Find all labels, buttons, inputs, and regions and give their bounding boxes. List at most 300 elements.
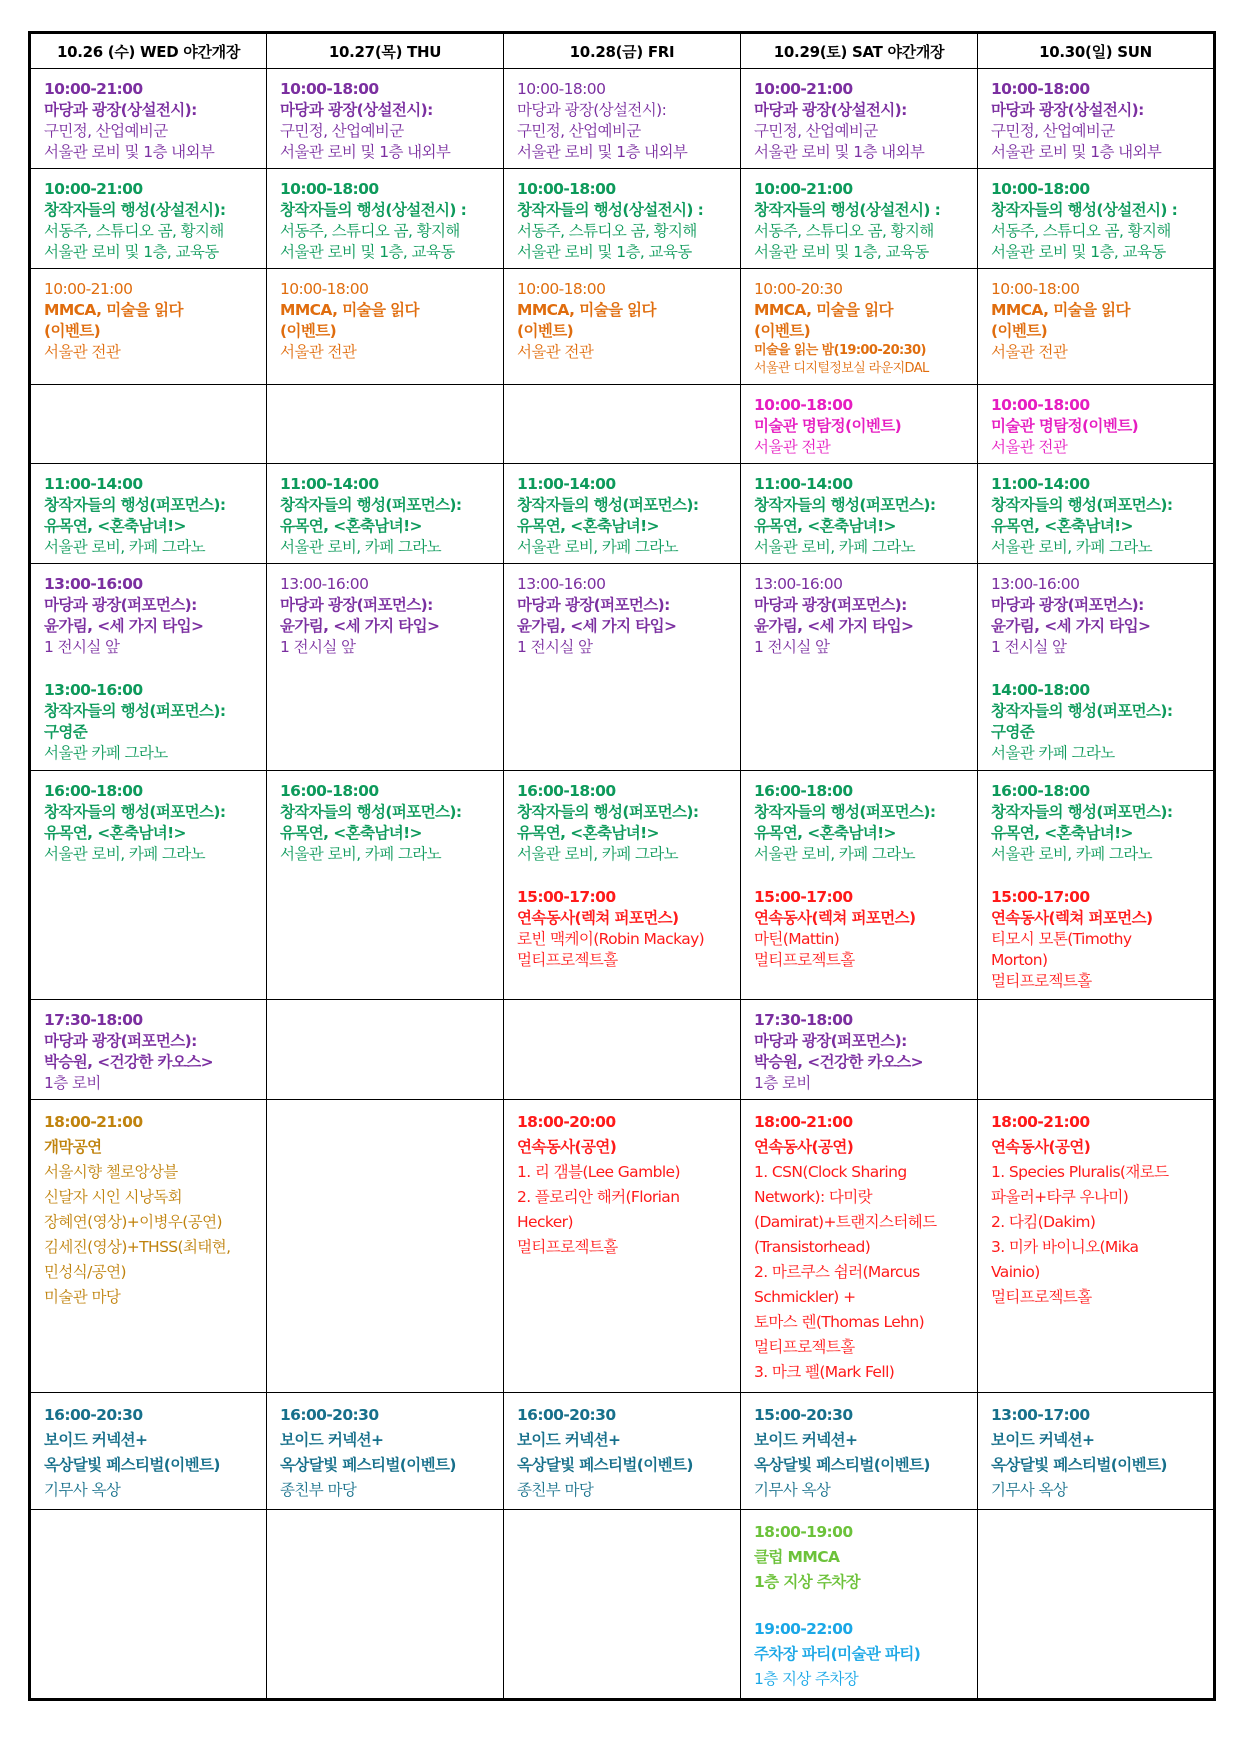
event-block	[517, 781, 732, 865]
schedule-cell-fri	[504, 463, 741, 563]
event-detail: 멀티프로젝트홀	[754, 1337, 855, 1356]
event-time: 10:00-21:00	[44, 280, 133, 299]
event-title: 창작자들의 행성(퍼포먼스):	[280, 495, 462, 514]
schedule-cell-wed	[30, 1393, 267, 1509]
event-detail: 박승원, <건강한 카오스>	[754, 1052, 924, 1071]
event-detail: 미술을 읽는 밤(19:00-20:30)	[754, 343, 926, 359]
cell-content	[741, 169, 977, 267]
event-detail: 유목연, <혼축남녀!>	[280, 824, 422, 843]
event-detail: 1층 지상 주차장	[754, 1669, 859, 1688]
schedule-cell-sat	[741, 269, 978, 384]
event-detail: 서울관 로비, 카페 그라노	[517, 845, 679, 864]
event-block	[280, 279, 495, 363]
event-block	[754, 781, 969, 865]
event-title: MMCA, 미술을 읽다	[991, 301, 1130, 320]
event-block	[44, 574, 258, 658]
event-title: 보이드 커넥션+	[280, 1431, 384, 1450]
event-detail: 서울관 로비 및 1층 내외부	[991, 143, 1162, 161]
schedule-cell-sun	[978, 771, 1215, 1000]
event-block	[754, 279, 969, 378]
schedule-cell-sat	[741, 1509, 978, 1699]
cell-content	[31, 464, 266, 562]
event-detail: 1 전시실 앞	[991, 637, 1067, 656]
event-detail: 기무사 옥상	[44, 1481, 121, 1500]
cell-content	[978, 564, 1213, 768]
cell-content	[741, 771, 977, 975]
event-title: 보이드 커넥션+	[991, 1431, 1095, 1450]
event-detail: 윤가림, <세 가지 타입>	[517, 616, 677, 635]
cell-content	[504, 564, 740, 662]
cell-content	[504, 385, 740, 399]
event-time: 10:00-21:00	[754, 180, 853, 199]
schedule-cell-sun	[978, 269, 1215, 384]
event-detail: Vainio)	[991, 1262, 1040, 1281]
schedule-cell-sat	[741, 999, 978, 1099]
schedule-cell-sat	[741, 463, 978, 563]
event-time: 13:00-16:00	[44, 680, 143, 699]
schedule-cell-sun	[978, 1099, 1215, 1392]
event-block	[991, 79, 1205, 163]
event-title: 마당과 광장(상설전시):	[44, 101, 197, 119]
schedule-cell-fri	[504, 1393, 741, 1509]
schedule-cell-sun	[978, 1509, 1215, 1699]
schedule-cell-wed	[30, 169, 267, 269]
event-detail: 1층 지상 주차장	[754, 1572, 861, 1591]
schedule-cell-fri	[504, 1099, 741, 1392]
event-detail: (이벤트)	[754, 322, 811, 341]
event-detail: 멀티프로젝트홀	[517, 951, 618, 970]
creators-performance-morning-row	[30, 463, 1215, 563]
event-block	[991, 781, 1205, 865]
cell-content	[267, 1393, 503, 1507]
event-title: 마당과 광장(상설전시):	[991, 101, 1144, 119]
event-time: 15:00-20:30	[754, 1406, 853, 1425]
event-detail: 유목연, <혼축남녀!>	[754, 824, 896, 843]
event-time: 18:00-21:00	[44, 1112, 143, 1131]
cell-content	[978, 464, 1213, 562]
event-block	[991, 474, 1205, 558]
cell-content	[267, 1100, 503, 1114]
schedule-cell-sat	[741, 771, 978, 1000]
event-detail: 1. CSN(Clock Sharing	[754, 1162, 907, 1181]
event-detail: 구영준	[44, 722, 88, 741]
event-detail: 1층 로비	[44, 1073, 101, 1092]
schedule-body	[30, 69, 1215, 1700]
event-block	[44, 680, 258, 764]
event-detail: 구민정, 산업예비군	[517, 122, 641, 140]
cell-content	[267, 269, 503, 367]
event-detail: 1 전시실 앞	[517, 637, 593, 656]
event-detail: 서울관 로비, 카페 그라노	[44, 537, 206, 556]
event-time: 10:00-18:00	[517, 180, 616, 199]
event-detail: 윤가림, <세 가지 타입>	[991, 616, 1151, 635]
cell-content	[741, 1510, 977, 1696]
event-detail: 멀티프로젝트홀	[991, 972, 1092, 991]
schedule-cell-wed	[30, 1099, 267, 1392]
cell-content	[741, 385, 977, 462]
event-detail: 유목연, <혼축남녀!>	[44, 824, 186, 843]
event-detail: 서울관 로비, 카페 그라노	[44, 845, 206, 864]
schedule-cell-fri	[504, 999, 741, 1099]
cell-content	[504, 771, 740, 975]
cell-content	[978, 771, 1213, 996]
event-detail: 서울관 카페 그라노	[44, 743, 168, 762]
event-time: 13:00-16:00	[991, 574, 1080, 593]
event-block	[517, 179, 732, 263]
event-block	[44, 474, 258, 558]
event-time: 16:00-18:00	[280, 782, 379, 801]
event-title: 마당과 광장(퍼포먼스):	[44, 1031, 197, 1050]
schedule-cell-fri	[504, 69, 741, 169]
event-title: 마당과 광장(퍼포먼스):	[991, 595, 1144, 614]
event-detail: 서울관 로비 및 1층, 교육동	[280, 243, 455, 262]
event-title: 창작자들의 행성(퍼포먼스):	[991, 701, 1173, 720]
cell-content	[31, 1510, 266, 1524]
event-title: 창작자들의 행성(상설전시):	[44, 201, 226, 220]
cell-content	[978, 69, 1213, 167]
event-block	[517, 79, 732, 163]
schedule-cell-wed	[30, 384, 267, 463]
event-detail: 토마스 렌(Thomas Lehn)	[754, 1312, 925, 1331]
event-block	[517, 887, 732, 971]
schedule-cell-thu	[267, 269, 504, 384]
event-block	[754, 574, 969, 658]
event-title: 연속동사(렉쳐 퍼포먼스)	[991, 909, 1153, 928]
cell-content	[267, 385, 503, 399]
event-detail: 서동주, 스튜디오 곰, 황지해	[754, 222, 934, 241]
event-time: 18:00-21:00	[991, 1112, 1090, 1131]
cell-content	[267, 564, 503, 662]
event-time: 17:30-18:00	[754, 1010, 853, 1029]
event-block	[754, 1403, 969, 1503]
event-time: 15:00-17:00	[754, 888, 853, 907]
schedule-cell-sun	[978, 169, 1215, 269]
event-detail: 구민정, 산업예비군	[44, 122, 168, 140]
event-time: 16:00-18:00	[754, 782, 853, 801]
event-block	[991, 574, 1205, 658]
event-block	[44, 781, 258, 865]
detective-row	[30, 384, 1215, 463]
event-detail: 서울관 로비, 카페 그라노	[754, 845, 916, 864]
event-time: 16:00-20:30	[517, 1406, 616, 1425]
event-detail: (이벤트)	[991, 322, 1048, 341]
event-title: 창작자들의 행성(퍼포먼스):	[44, 495, 226, 514]
event-detail: 티모시 모톤(Timothy	[991, 930, 1132, 949]
schedule-cell-sun	[978, 1393, 1215, 1509]
cell-content	[267, 1000, 503, 1014]
event-time: 10:00-18:00	[991, 395, 1090, 414]
event-block	[44, 1403, 258, 1503]
event-title: 마당과 광장(퍼포먼스):	[517, 595, 670, 614]
event-detail: 서울관 전관	[44, 343, 121, 362]
cell-content	[741, 1100, 977, 1389]
event-block	[991, 1403, 1205, 1503]
event-detail: (Damirat)+트랜지스터헤드	[754, 1212, 937, 1231]
event-title: 마당과 광장(상설전시):	[754, 101, 907, 119]
event-detail: 기무사 옥상	[754, 1481, 831, 1500]
event-time: 19:00-22:00	[754, 1619, 853, 1638]
event-detail: 서동주, 스튜디오 곰, 황지해	[517, 222, 697, 241]
event-detail: 옥상달빛 페스티벌(이벤트)	[280, 1456, 456, 1475]
event-title: 개막공연	[44, 1137, 102, 1156]
cell-content	[31, 771, 266, 869]
cell-content	[267, 771, 503, 869]
cell-content	[31, 1100, 266, 1314]
event-block	[991, 1110, 1205, 1310]
cell-content	[504, 69, 740, 167]
cell-content	[504, 169, 740, 267]
event-detail: 서울관 로비 및 1층, 교육동	[754, 243, 929, 262]
event-detail: Schmickler) +	[754, 1287, 856, 1306]
event-title: 창작자들의 행성(상설전시) :	[517, 201, 704, 220]
event-block	[754, 1520, 969, 1595]
day-header-sun: 10.30(일) SUN	[978, 33, 1215, 69]
cell-content	[267, 69, 503, 167]
event-time: 10:00-21:00	[754, 80, 853, 98]
event-time: 13:00-16:00	[44, 574, 143, 593]
event-detail: 윤가림, <세 가지 타입>	[754, 616, 914, 635]
event-title: 창작자들의 행성(퍼포먼스):	[991, 803, 1173, 822]
event-time: 11:00-14:00	[754, 474, 853, 493]
event-time: 16:00-20:30	[280, 1406, 379, 1425]
schedule-cell-thu	[267, 69, 504, 169]
event-detail: 1. 리 갬블(Lee Gamble)	[517, 1162, 680, 1181]
event-time: 10:00-18:00	[754, 395, 853, 414]
event-detail: 서울관 로비, 카페 그라노	[280, 845, 442, 864]
event-block	[754, 395, 969, 458]
schedule-cell-wed	[30, 69, 267, 169]
festival-schedule-table	[28, 31, 1216, 1701]
event-detail: 구민정, 산업예비군	[280, 122, 404, 140]
event-detail: (이벤트)	[44, 322, 101, 341]
event-detail: 유목연, <혼축남녀!>	[280, 516, 422, 535]
event-block	[517, 1403, 732, 1503]
event-detail: 1 전시실 앞	[280, 637, 356, 656]
cell-content	[978, 1000, 1213, 1014]
event-title: 마당과 광장(퍼포먼스):	[280, 595, 433, 614]
creators-exhibition-row	[30, 169, 1215, 269]
schedule-cell-sat	[741, 384, 978, 463]
event-detail: 종친부 마당	[280, 1481, 357, 1500]
event-detail: 1 전시실 앞	[754, 637, 830, 656]
event-detail: 3. 마크 펠(Mark Fell)	[754, 1362, 895, 1381]
event-time: 10:00-18:00	[517, 280, 606, 299]
event-time: 10:00-18:00	[991, 80, 1090, 98]
schedule-cell-thu	[267, 563, 504, 770]
event-detail: 김세진(영상)+THSS(최태현,	[44, 1237, 231, 1256]
schedule-cell-sat	[741, 1393, 978, 1509]
event-title: 연속동사(렉쳐 퍼포먼스)	[517, 909, 679, 928]
event-detail: 2. 마르쿠스 쉼러(Marcus	[754, 1262, 920, 1281]
event-block	[754, 1010, 969, 1094]
event-time: 16:00-20:30	[44, 1406, 143, 1425]
event-time: 16:00-18:00	[44, 782, 143, 801]
event-title: MMCA, 미술을 읽다	[517, 301, 656, 320]
event-block	[754, 179, 969, 263]
cell-content	[267, 464, 503, 562]
event-title: MMCA, 미술을 읽다	[280, 301, 419, 320]
event-block	[754, 1617, 969, 1692]
event-detail: 서울관 로비 및 1층 내외부	[44, 143, 215, 161]
event-detail: 서울관 로비 및 1층, 교육동	[44, 243, 219, 262]
event-title: 마당과 광장(퍼포먼스):	[754, 1031, 907, 1050]
event-detail: 옥상달빛 페스티벌(이벤트)	[517, 1456, 693, 1475]
event-block	[280, 781, 495, 865]
event-block	[517, 574, 732, 658]
event-time: 15:00-17:00	[517, 888, 616, 907]
cell-content	[978, 1100, 1213, 1314]
event-detail: Hecker)	[517, 1212, 573, 1231]
event-title: 창작자들의 행성(퍼포먼스):	[754, 803, 936, 822]
event-time: 18:00-21:00	[754, 1112, 853, 1131]
event-detail: 서울관 로비 및 1층 내외부	[517, 143, 688, 161]
schedule-cell-fri	[504, 563, 741, 770]
event-detail: 서울관 전관	[991, 437, 1068, 456]
event-detail: 윤가림, <세 가지 타입>	[44, 616, 204, 635]
event-time: 13:00-16:00	[517, 574, 606, 593]
event-time: 18:00-20:00	[517, 1112, 616, 1131]
schedule-cell-sat	[741, 1099, 978, 1392]
schedule-cell-sun	[978, 69, 1215, 169]
cell-content	[31, 564, 266, 768]
schedule-cell-sun	[978, 463, 1215, 563]
event-time: 10:00-21:00	[44, 180, 143, 199]
event-block	[517, 279, 732, 363]
schedule-cell-sun	[978, 999, 1215, 1099]
day-header-wed: 10.26 (수) WED 야간개장	[30, 33, 267, 69]
event-detail: 서울관 로비, 카페 그라노	[280, 537, 442, 556]
event-detail: 서울관 로비, 카페 그라노	[517, 537, 679, 556]
event-title: 창작자들의 행성(상설전시) :	[991, 201, 1178, 220]
event-time: 10:00-18:00	[991, 180, 1090, 199]
event-title: 보이드 커넥션+	[44, 1431, 148, 1450]
event-detail: 2. 다킴(Dakim)	[991, 1212, 1096, 1231]
event-detail: 옥상달빛 페스티벌(이벤트)	[44, 1456, 220, 1475]
cell-content	[978, 1393, 1213, 1507]
event-detail: 서동주, 스튜디오 곰, 황지해	[991, 222, 1171, 241]
event-time: 13:00-16:00	[754, 574, 843, 593]
event-block	[44, 179, 258, 263]
cell-content	[504, 269, 740, 367]
cell-content	[31, 169, 266, 267]
schedule-cell-sat	[741, 563, 978, 770]
event-title: 미술관 명탐정(이벤트)	[754, 416, 902, 435]
event-title: 연속동사(공연)	[754, 1137, 854, 1156]
event-block	[44, 279, 258, 363]
event-detail: 서울관 카페 그라노	[991, 743, 1115, 762]
cell-content	[978, 385, 1213, 462]
event-detail: 유목연, <혼축남녀!>	[44, 516, 186, 535]
event-time: 10:00-21:00	[44, 80, 143, 98]
event-detail: 서동주, 스튜디오 곰, 황지해	[44, 222, 224, 241]
event-detail: 유목연, <혼축남녀!>	[517, 516, 659, 535]
event-detail: 서울관 로비 및 1층 내외부	[280, 143, 451, 161]
event-title: 창작자들의 행성(퍼포먼스):	[754, 495, 936, 514]
event-time: 11:00-14:00	[517, 474, 616, 493]
cell-content	[31, 1393, 266, 1507]
event-title: MMCA, 미술을 읽다	[754, 301, 893, 320]
event-title: 창작자들의 행성(퍼포먼스):	[517, 495, 699, 514]
cell-content	[267, 1510, 503, 1524]
event-detail: (이벤트)	[517, 322, 574, 341]
event-detail: 멀티프로젝트홀	[517, 1237, 618, 1256]
event-detail: 유목연, <혼축남녀!>	[991, 516, 1133, 535]
event-block	[754, 1110, 969, 1385]
event-time: 14:00-18:00	[991, 680, 1090, 699]
schedule-cell-wed	[30, 771, 267, 1000]
event-detail: 서울시향 첼로앙상블	[44, 1162, 178, 1181]
event-detail: 서울관 로비, 카페 그라노	[754, 537, 916, 556]
schedule-cell-fri	[504, 269, 741, 384]
event-block	[44, 1010, 258, 1094]
event-detail: 박승원, <건강한 카오스>	[44, 1052, 214, 1071]
schedule-cell-sun	[978, 384, 1215, 463]
event-time: 11:00-14:00	[991, 474, 1090, 493]
event-time: 18:00-19:00	[754, 1522, 853, 1541]
event-detail: 1. Species Pluralis(재로드	[991, 1162, 1169, 1181]
cell-content	[741, 564, 977, 662]
schedule-cell-fri	[504, 771, 741, 1000]
void-connection-row	[30, 1393, 1215, 1509]
event-title: 창작자들의 행성(퍼포먼스):	[517, 803, 699, 822]
event-detail: 서울관 전관	[280, 343, 357, 362]
event-block	[754, 474, 969, 558]
schedule-cell-wed	[30, 999, 267, 1099]
event-title: 연속동사(렉쳐 퍼포먼스)	[754, 909, 916, 928]
cell-content	[504, 1510, 740, 1524]
event-detail: 장혜연(영상)+이병우(공연)	[44, 1212, 222, 1231]
schedule-cell-sat	[741, 169, 978, 269]
event-detail: 구영준	[991, 722, 1035, 741]
event-title: 주차장 파티(미술관 파티)	[754, 1644, 921, 1663]
event-time: 10:00-18:00	[517, 80, 606, 98]
event-time: 10:00-18:00	[280, 280, 369, 299]
event-detail: 유목연, <혼축남녀!>	[991, 824, 1133, 843]
evening-performance-row	[30, 1099, 1215, 1392]
club-party-row	[30, 1509, 1215, 1699]
event-detail: 서울관 로비 및 1층 내외부	[754, 143, 925, 161]
event-block	[280, 474, 495, 558]
cell-content	[741, 1000, 977, 1098]
event-title: 창작자들의 행성(퍼포먼스):	[44, 803, 226, 822]
event-block	[991, 887, 1205, 992]
schedule-cell-wed	[30, 563, 267, 770]
cell-content	[504, 464, 740, 562]
chaos-row	[30, 999, 1215, 1099]
schedule-cell-thu	[267, 169, 504, 269]
cell-content	[978, 1510, 1213, 1524]
event-title: 마당과 광장(상설전시):	[517, 101, 667, 119]
schedule-cell-thu	[267, 1393, 504, 1509]
event-title: 창작자들의 행성(퍼포먼스):	[280, 803, 462, 822]
event-detail: 1 전시실 앞	[44, 637, 120, 656]
event-time: 11:00-14:00	[44, 474, 143, 493]
cell-content	[504, 1100, 740, 1264]
event-detail: 서울관 로비, 카페 그라노	[991, 537, 1153, 556]
event-detail: 미술관 마당	[44, 1287, 121, 1306]
event-block	[991, 395, 1205, 458]
event-time: 10:00-20:30	[754, 280, 843, 299]
cell-content	[31, 385, 266, 399]
event-block	[44, 1110, 258, 1310]
event-time: 13:00-16:00	[280, 574, 369, 593]
day-header-sat: 10.29(토) SAT 야간개장	[741, 33, 978, 69]
cell-content	[31, 1000, 266, 1098]
event-block	[44, 79, 258, 163]
event-detail: Network): 다미랏	[754, 1187, 873, 1206]
event-detail: 종친부 마당	[517, 1481, 594, 1500]
event-block	[517, 1110, 732, 1260]
